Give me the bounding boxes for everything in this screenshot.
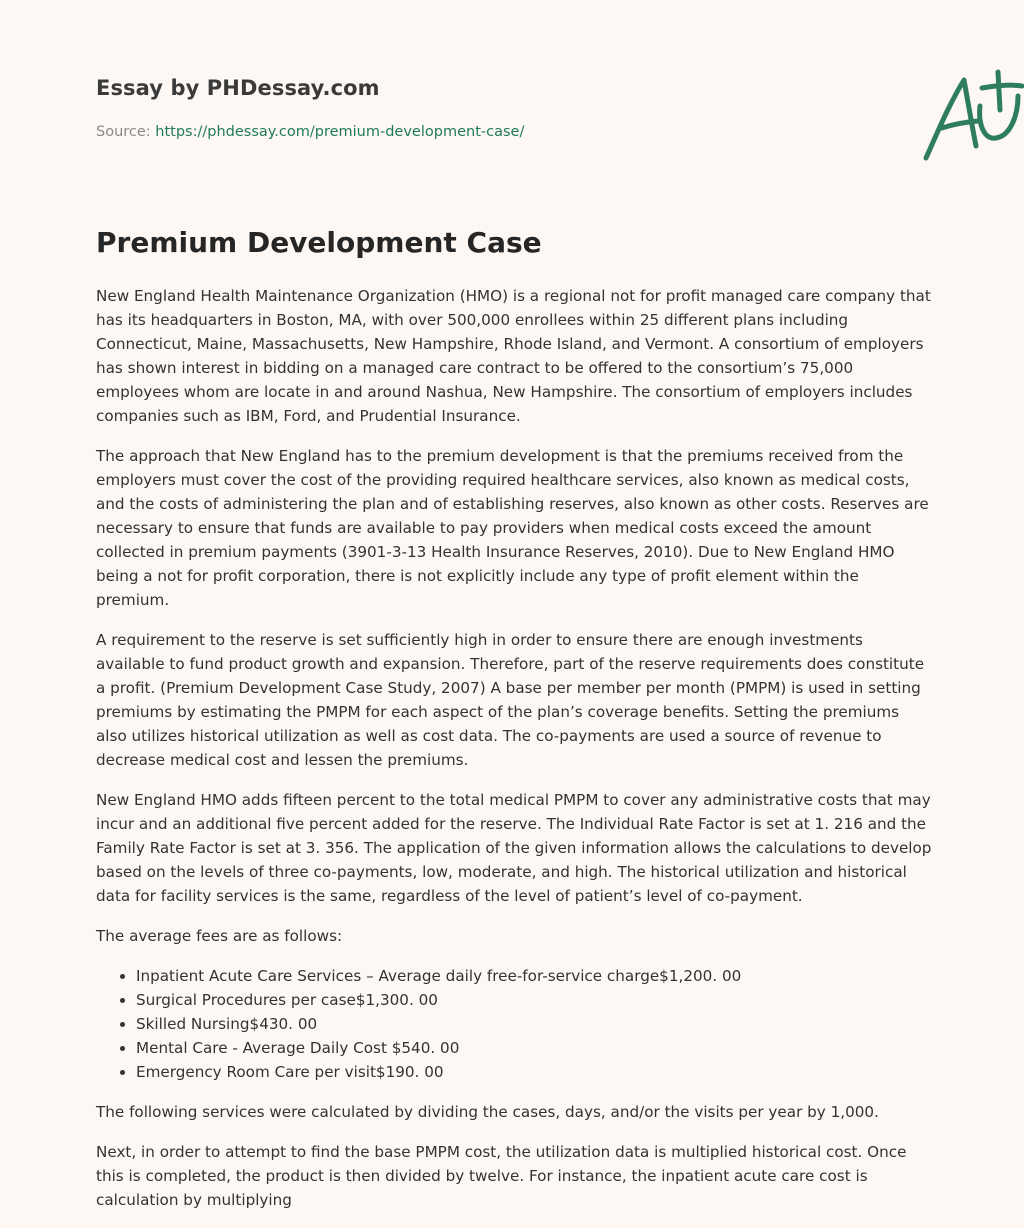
- paragraph: New England Health Maintenance Organization (HMO) is a regional not for profit managed care company that has its headquarters in Boston, MA, with over 500,000 enrollees within 25 different plans including Connecticut, Maine, Massachusetts, New Hampshire, Rhode Island, and Vermont. A consortium of employers has shown interest in bidding on a managed care contract to be offered to the consortium’s 75,000 employees whom are locate in and around Nashua, New Hampshire. The consortium of employers includes companies such as IBM, Ford, and Prudential Insurance.: [96, 287, 931, 425]
- list-item: • Surgical Procedures per case$1,300. 00: [136, 988, 932, 1012]
- source-line: [96, 124, 524, 140]
- article-body: [96, 284, 932, 1228]
- source-label: Source:: [96, 124, 156, 140]
- paragraph: The following services were calculated by dividing the cases, days, and/or the visits per year by 1,000.: [96, 1103, 879, 1121]
- paragraph: Next, in order to attempt to find the base PMPM cost, the utilization data is multiplied historical cost. Once this is completed, the product is then divided by twelve. For instance, the inpatient acute care cost is calculation by multiplying: [96, 1143, 907, 1209]
- source-link[interactable]: https://phdessay.com/premium-development-case/: [155, 124, 525, 140]
- a-plus-logo-icon: [914, 66, 1024, 166]
- list-item: • Skilled Nursing$430. 00: [136, 1012, 932, 1036]
- list-item: • Emergency Room Care per visit$190. 00: [136, 1060, 932, 1084]
- paragraph: A requirement to the reserve is set sufficiently high in order to ensure there are enough investments available to fund product growth and expansion. Therefore, part of the reserve requirements does constitute a profit. (Premium Development Case Study, 2007) A base per member per month (PMPM) is used in setting premiums by estimating the PMPM for each aspect of the plan’s coverage benefits. Setting the premiums also utilizes historical utilization as well as cost data. The co-payments are used a source of revenue to decrease medical cost and lessen the premiums.: [96, 631, 925, 769]
- paragraph: The approach that New England has to the premium development is that the premiums received from the employers must cover the cost of the providing required healthcare services, also known as medical costs, and the costs of administering the plan and of establishing reserves, also known as other costs. Reserves are necessary to ensure that funds are available to pay providers when medical costs exceed the amount collected in premium payments (3901-3-13 Health Insurance Reserves, 2010). Due to New England HMO being a not for profit corporation, there is not explicitly include any type of profit element within the premium.: [96, 447, 929, 609]
- document-title: Premium Development Case: [96, 226, 542, 259]
- list-item: • Mental Care - Average Daily Cost $540. 00: [136, 1036, 932, 1060]
- site-title: Essay by PHDessay.com: [96, 76, 380, 100]
- paragraph: New England HMO adds fifteen percent to the total medical PMPM to cover any administrative costs that may incur and an additional five percent added for the reserve. The Individual Rate Factor is set at 1. 216 and the Family Rate Factor is set at 3. 356. The application of the given information allows the calculations to develop based on the levels of three co-payments, low, moderate, and high. The historical utilization and historical data for facility services is the same, regardless of the level of patient’s level of co-payment.: [96, 791, 932, 905]
- paragraph: The average fees are as follows:: [96, 927, 343, 945]
- fees-list: [96, 964, 932, 1084]
- list-item: • Inpatient Acute Care Services – Average daily free-for-service charge$1,200. 00: [136, 964, 932, 988]
